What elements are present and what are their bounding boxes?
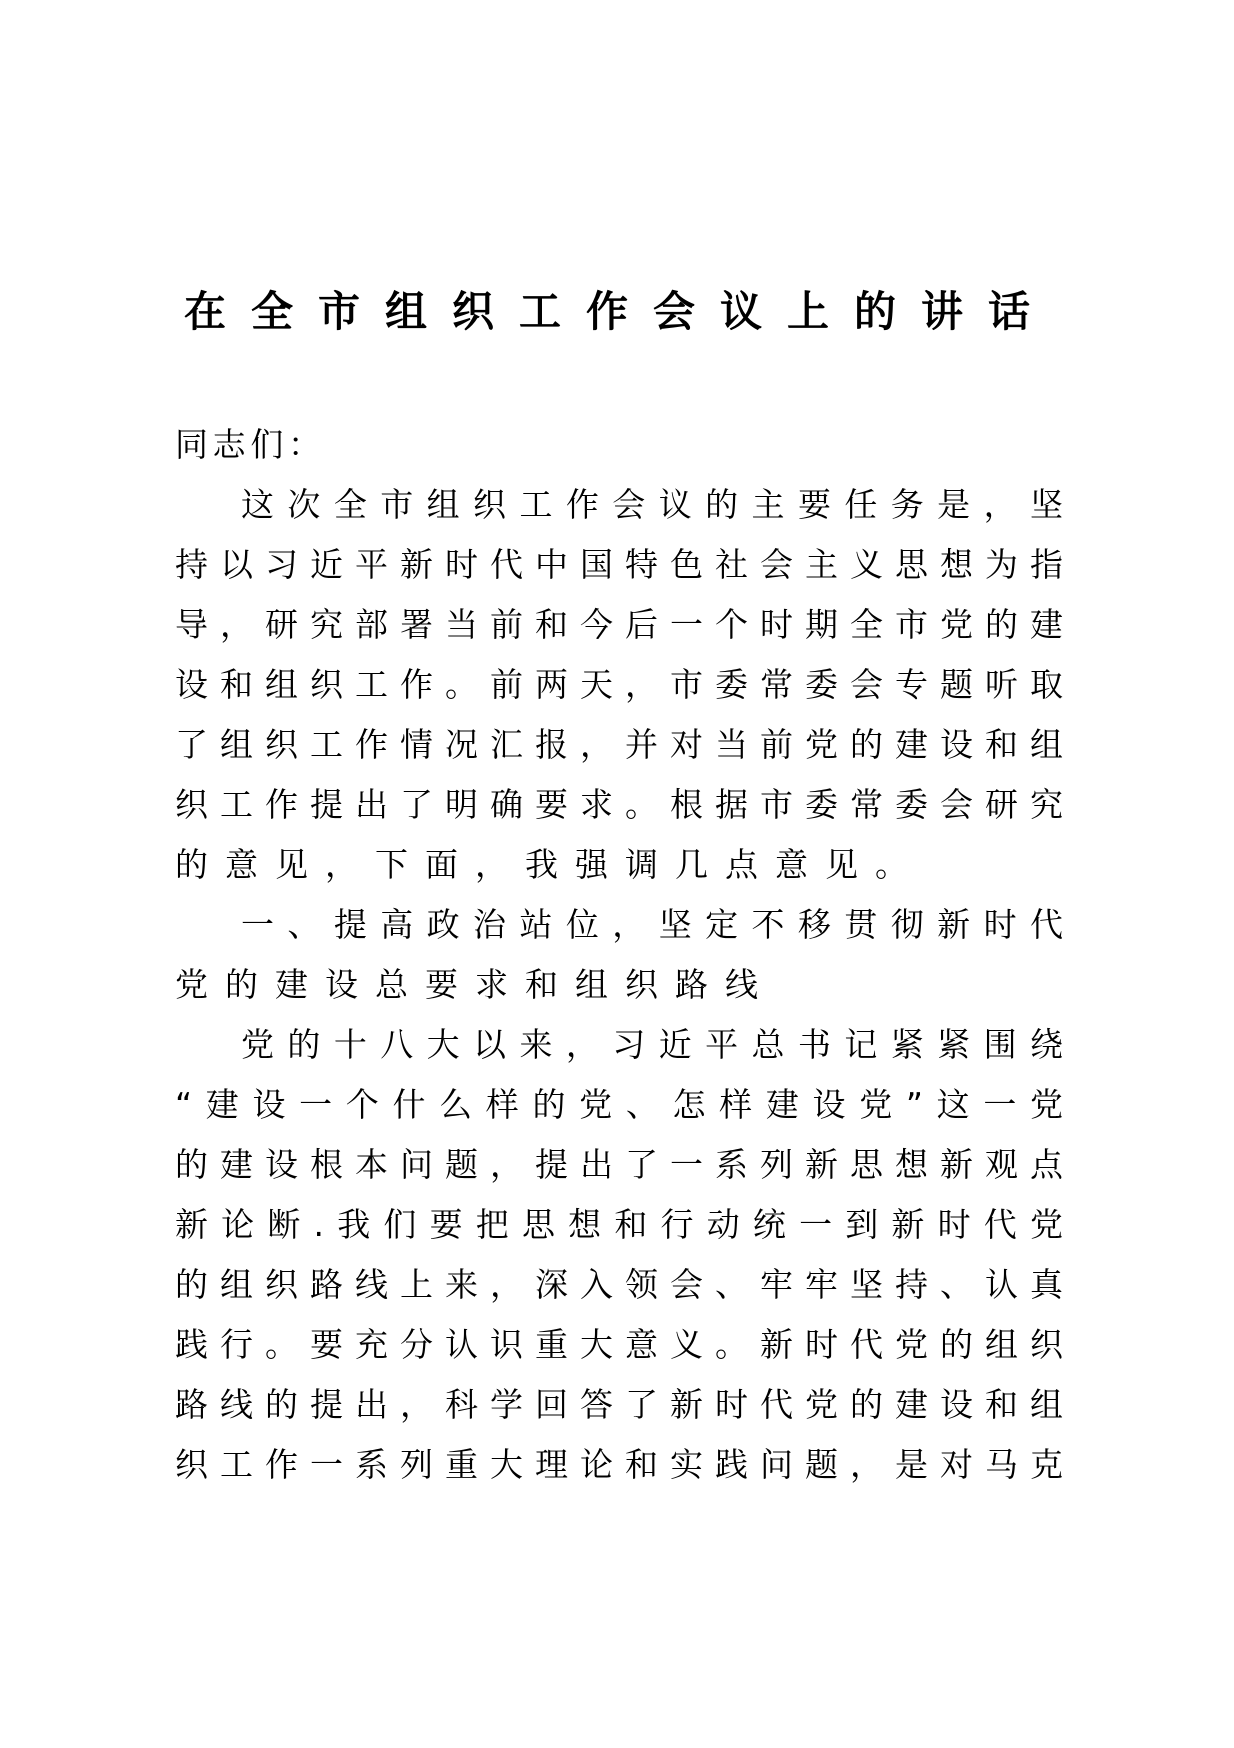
paragraph-line: 导，研究部署当前和今后一个时期全市党的建 — [175, 605, 1065, 644]
document-body — [175, 415, 1065, 1495]
paragraph-line: 的建设根本问题，提出了一系列新思想新观点 — [175, 1145, 1065, 1184]
document-title: 在全市组织工作会议上的讲话 — [184, 287, 1056, 336]
paragraph-line: 织工作提出了明确要求。根据市委常委会研究 — [175, 785, 1065, 824]
paragraph-line: 设和组织工作。前两天，市委常委会专题听取 — [175, 665, 1065, 704]
paragraph-line: 织工作一系列重大理论和实践问题，是对马克 — [175, 1445, 1065, 1484]
paragraph-line: 新论断.我们要把思想和行动统一到新时代党 — [175, 1205, 1065, 1244]
paragraph-line: 党的十八大以来，习近平总书记紧紧围绕 — [241, 1025, 1065, 1064]
paragraph-line: 了组织工作情况汇报，并对当前党的建设和组 — [175, 725, 1065, 764]
paragraph-line: “建设一个什么样的党、怎样建设党”这一党 — [175, 1085, 1065, 1124]
section-heading-line: 一、提高政治站位，坚定不移贯彻新时代 — [241, 905, 1065, 944]
paragraph-line: 路线的提出，科学回答了新时代党的建设和组 — [175, 1385, 1065, 1424]
paragraph-line: 持以习近平新时代中国特色社会主义思想为指 — [175, 545, 1065, 584]
paragraph-line: 的意见，下面，我强调几点意见。 — [175, 845, 925, 884]
paragraph-line: 践行。要充分认识重大意义。新时代党的组织 — [175, 1325, 1065, 1364]
paragraph-line: 的组织路线上来，深入领会、牢牢坚持、认真 — [175, 1265, 1065, 1304]
section-heading-line: 党的建设总要求和组织路线 — [175, 965, 775, 1004]
salutation: 同志们： — [175, 425, 323, 464]
paragraph-line: 这次全市组织工作会议的主要任务是，坚 — [241, 485, 1065, 524]
